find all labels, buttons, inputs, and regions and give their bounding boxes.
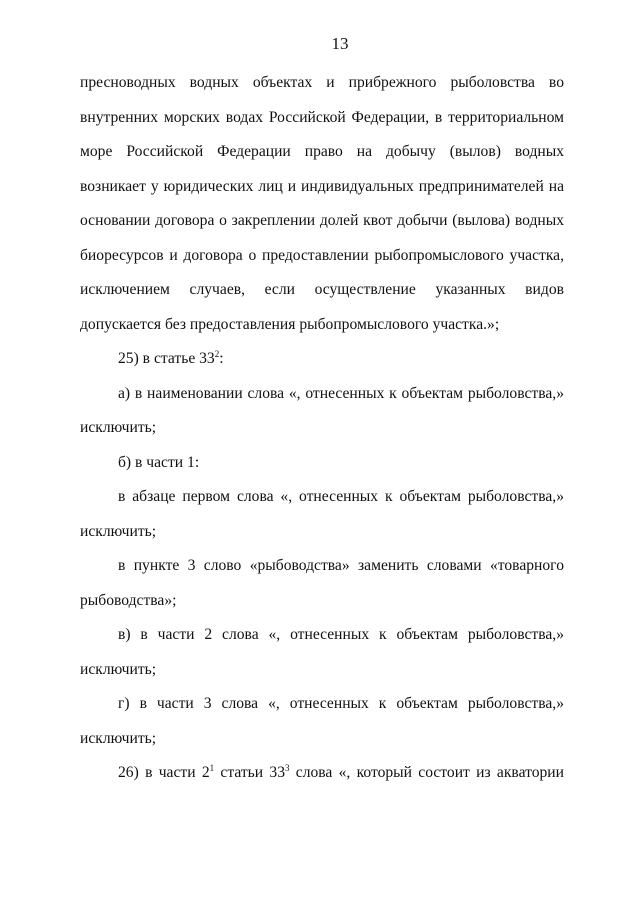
text-line: исключить; <box>80 729 157 747</box>
text-segment: слова «, который состоит из акватории <box>289 764 564 781</box>
text-line: исключить; <box>80 522 157 540</box>
item-26-line <box>80 756 564 791</box>
page-number: 13 <box>331 34 349 53</box>
text-segment: 25) в статье 33 <box>118 350 215 367</box>
text-line: пресноводных водных объектах и прибрежного рыболовства во <box>80 74 564 91</box>
superscript: 1 <box>209 763 215 773</box>
item-25-heading <box>80 342 564 377</box>
text-line: биоресурсов и договора о предоставлении рыбопромыслового участка, <box>80 246 564 264</box>
text-line: б) в части 1: <box>118 453 200 471</box>
text-line: основании договора о закреплении долей квот добычи (вылова) водных <box>80 212 564 229</box>
text-line: исключить; <box>80 419 157 436</box>
superscript: 2 <box>214 349 220 359</box>
text-line: возникает у юридических лиц и индивидуальных предпринимателей на <box>80 177 564 195</box>
text-segment: : <box>219 350 224 367</box>
text-segment: 26) в части 2 <box>118 764 210 781</box>
superscript: 3 <box>285 763 290 773</box>
document-body <box>80 66 564 791</box>
text-segment: статьи 33 <box>214 764 285 781</box>
text-line: допускается без предоставления рыбопромыслового участка.»; <box>80 315 500 333</box>
text-line: исключением случаев, если осуществление указанных видов <box>80 281 564 298</box>
text-line: г) в части 3 слова «, отнесенных к объектам рыболовства,» <box>118 695 564 712</box>
text-line: в пункте 3 слово «рыбоводства» заменить словами «товарного <box>118 557 564 574</box>
text-line: внутренних морских водах Российской Федерации, в территориальном <box>80 108 564 126</box>
text-line: исключить; <box>80 660 157 678</box>
text-line: море Российской Федерации право на добычу (вылов) водных <box>80 143 564 160</box>
text-line: в) в части 2 слова «, отнесенных к объектам рыболовства,» <box>118 626 564 643</box>
text-line: а) в наименовании слова «, отнесенных к объектам рыболовства,» <box>118 384 564 402</box>
text-line: рыбоводства»; <box>80 591 177 609</box>
text-line: в абзаце первом слова «, отнесенных к объектам рыболовства,» <box>118 488 564 505</box>
